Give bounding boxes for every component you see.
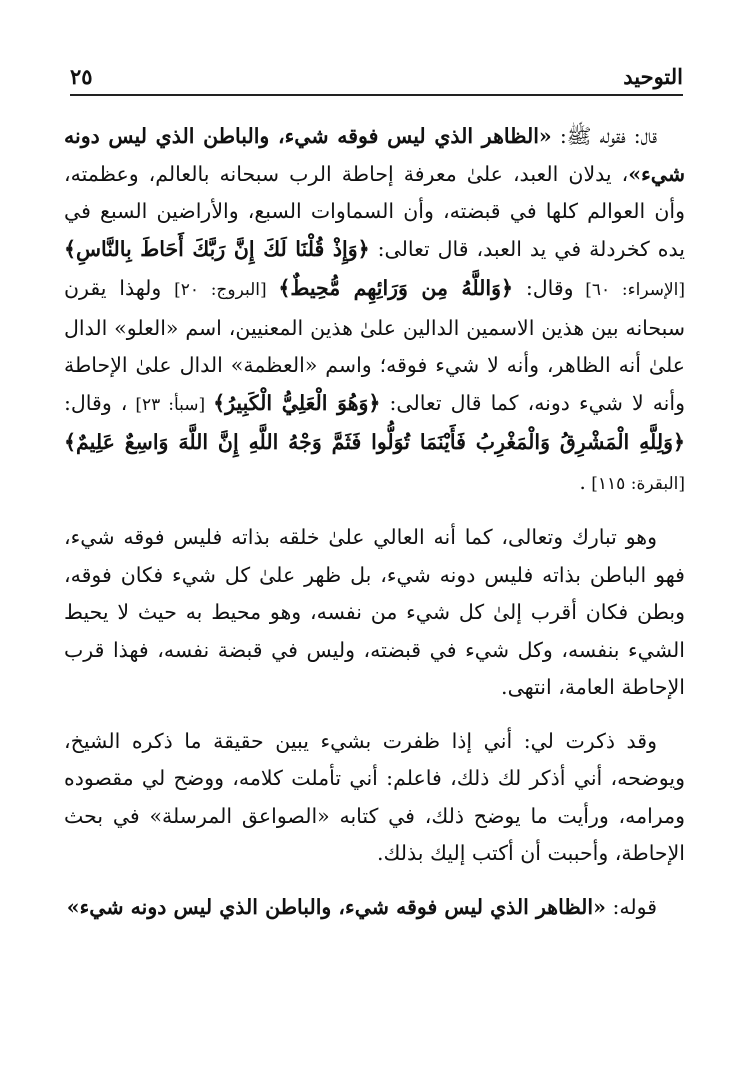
quran-verse: ﴿وَإِذْ قُلْنَا لَكَ إِنَّ رَبَّكَ أَحَاطَ بِالنَّاسِ﴾ — [64, 236, 370, 261]
hadith-quote: «الظاهر الذي ليس فوقه شيء، والباطن الذي ليس دونه شيء» — [64, 124, 685, 186]
running-header — [70, 58, 683, 96]
text-run: . — [579, 469, 586, 494]
text-run: ولهذا يقرن سبحانه بين هذين الاسمين الدالين علىٰ هذين المعنيين، اسم «العلو» الدال علىٰ أنه الظاهر، وأنه لا شيء فوقه؛ واسم «العظمة» الدال علىٰ الإحاطة وأنه لا شيء دونه، كما قال تعالى: — [64, 276, 685, 415]
paragraph-3: وقد ذكرت لي: أني إذا ظفرت بشيء يبين حقيقة ما ذكره الشيخ، ويوضحه، أني أذكر لك ذلك، فاعلم: أني تأملت كلامه، ووضح لي مقصوده ومرامه، ورأيت ما يوضح ذلك، في كتابه «الصواعق المرسلة» في بحث الإحاطة، وأحببت أن أكتب إليك بذلك. — [64, 728, 685, 865]
page-number: ٢٥ — [70, 63, 93, 89]
text-run: وقال: — [513, 276, 574, 300]
paragraph-4 — [64, 889, 685, 927]
text-run: قوله: — [605, 894, 657, 919]
verse-reference: [البروج: ٢٠] — [174, 280, 279, 300]
page-body — [64, 118, 685, 926]
hadith-quote: «الظاهر الذي ليس فوقه شيء، والباطن الذي ليس دونه شيء» — [66, 894, 606, 919]
quran-verse: ﴿وَلِلَّهِ الْمَشْرِقُ وَالْمَغْرِبُ فَأَيْنَمَا تُوَلُّوا فَثَمَّ وَجْهُ اللَّهِ إِنَّ اللَّهَ وَاسِعٌ عَلِيمٌ﴾ — [64, 430, 685, 454]
quran-verse: ﴿وَاللَّهُ مِن وَرَائِهِم مُّحِيطٌ﴾ — [278, 276, 514, 300]
text-run: ، يدلان العبد، علىٰ معرفة إحاطة الرب سبحانه بالعالم، وعظمته، وأن العوالم كلها في قبضته، وأن السماوات السبع، والأراضين السبع في يده كخردلة في يد العبد، قال تعالى: — [64, 161, 685, 261]
quran-verse: ﴿وَهُوَ الْعَلِيُّ الْكَبِيرُ﴾ — [213, 390, 381, 415]
text-run: قال: فقوله ﷺ: — [551, 124, 657, 148]
paragraph-1 — [64, 118, 685, 503]
verse-reference: [سبأ: ٢٣] — [127, 394, 214, 415]
verse-reference: [البقرة: ١١٥] — [585, 473, 685, 494]
text-run: ، وقال: — [64, 390, 128, 415]
paragraph-2: وهو تبارك وتعالى، كما أنه العالي علىٰ خلقه بذاته فليس فوقه شيء، فهو الباطن بذاته فليس دونه شيء، بل ظهر علىٰ كل شيء فكان فوقه، وبطن فكان أقرب إلىٰ كل شيء من نفسه، وهو محيط به حيث لا يحيط الشيء بنفسه، وكل شيء في قبضته، وليس في قبضة نفسه، فهذا قرب الإحاطة العامة، انتهى. — [64, 525, 685, 699]
header-title: التوحيد — [623, 63, 683, 89]
verse-reference: [الإسراء: ٦٠] — [573, 280, 685, 300]
